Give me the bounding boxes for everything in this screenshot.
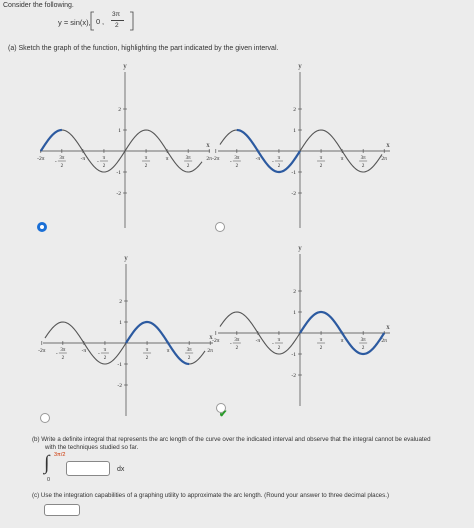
- differential-text: dx: [117, 466, 125, 473]
- x-tick-frac-num: 3π: [59, 156, 65, 161]
- x-tick-sign: -: [54, 159, 57, 165]
- part-a-prompt: (a) Sketch the graph of the function, highlighting the part indicated by the given interval.: [8, 45, 279, 52]
- y-tick-label: 2: [119, 299, 122, 305]
- x-tick-frac-den: 2: [361, 164, 365, 169]
- x-tick-frac-den: 2: [235, 164, 239, 169]
- x-tick-sign: -: [229, 341, 232, 347]
- x-tick-sign: -: [55, 351, 58, 357]
- x-tick-frac-den: 2: [145, 356, 149, 361]
- function-text: y = sin(x),: [58, 18, 91, 27]
- x-tick-frac-den: 2: [61, 356, 65, 361]
- x-axis-label: x: [386, 323, 390, 331]
- y-tick-label: 1: [293, 128, 296, 134]
- integrand-input[interactable]: [66, 461, 110, 476]
- x-tick-frac-den: 2: [60, 164, 64, 169]
- arc-length-answer-input[interactable]: [44, 504, 80, 516]
- x-axis-label: x: [206, 141, 210, 149]
- x-tick-frac-num: 3π: [185, 156, 191, 161]
- x-tick-frac-den: 2: [102, 164, 106, 169]
- y-tick-label: -2: [291, 191, 296, 197]
- integral-lower-limit: 0: [47, 477, 51, 483]
- x-tick-frac-num: π: [319, 156, 323, 161]
- x-tick-frac-den: 2: [277, 164, 281, 169]
- x-tick-label: -2π: [212, 156, 220, 162]
- x-tick-frac-num: π: [145, 348, 149, 353]
- x-tick-frac-num: π: [319, 338, 323, 343]
- x-tick-frac-den: 2: [277, 346, 281, 351]
- x-tick-label: -π: [81, 348, 87, 354]
- x-tick-frac-den: 2: [319, 164, 323, 169]
- x-tick-frac-den: 2: [235, 346, 239, 351]
- x-tick-frac-den: 2: [319, 346, 323, 351]
- part-b-prompt-line2: with the techniques studied so far.: [45, 444, 139, 451]
- intro-text: Consider the following.: [3, 2, 74, 9]
- x-tick-label: -2π: [37, 156, 45, 162]
- y-axis-label: y: [298, 62, 302, 70]
- x-tick-frac-den: 2: [144, 164, 148, 169]
- x-tick-frac-num: π: [277, 156, 281, 161]
- x-tick-frac-den: 2: [187, 356, 191, 361]
- x-tick-frac-num: 3π: [234, 338, 240, 343]
- graph-option-d: [212, 238, 395, 410]
- x-axis-label: x: [209, 333, 213, 341]
- x-tick-frac-num: 3π: [234, 156, 240, 161]
- x-tick-frac-num: π: [144, 156, 148, 161]
- y-tick-label: -1: [291, 170, 296, 176]
- x-tick-sign: -: [98, 351, 100, 357]
- y-tick-label: -2: [291, 373, 296, 379]
- interval-end-den: 2: [115, 22, 119, 29]
- highlighted-arc: [41, 130, 62, 151]
- radio-option-b[interactable]: [215, 222, 225, 232]
- radio-option-c[interactable]: [40, 413, 50, 423]
- part-b-prompt-line1: (b) Write a definite integral that represents the arc length of the curve over the indicated interval and observe that the integral cannot be evaluated: [32, 436, 431, 443]
- x-tick-frac-num: 3π: [186, 348, 192, 353]
- x-tick-label: π: [166, 348, 170, 354]
- y-tick-label: 2: [118, 107, 121, 113]
- correct-check-icon: ✔: [219, 409, 228, 420]
- y-tick-label: 2: [293, 107, 296, 113]
- y-tick-label: -1: [291, 352, 296, 358]
- x-tick-label: -2π: [212, 338, 220, 344]
- radio-option-a[interactable]: [37, 222, 47, 232]
- interval-end-num: 3π: [112, 11, 121, 18]
- y-tick-label: 2: [293, 289, 296, 295]
- y-axis-label: y: [298, 244, 302, 252]
- y-tick-label: -2: [117, 383, 122, 389]
- interval-frac-bar: [111, 20, 124, 21]
- y-tick-label: -1: [117, 362, 122, 368]
- x-axis-label: x: [386, 141, 390, 149]
- x-tick-frac-num: 3π: [360, 156, 366, 161]
- x-tick-label: π: [340, 156, 344, 162]
- y-tick-label: 1: [293, 310, 296, 316]
- interval-comma: ,: [102, 17, 105, 26]
- x-tick-label: π: [340, 338, 344, 344]
- graph-option-a: [35, 56, 215, 234]
- y-axis-label: y: [123, 62, 127, 70]
- x-tick-label: 2π: [381, 338, 387, 344]
- x-tick-frac-num: π: [102, 156, 106, 161]
- y-tick-label: -1: [116, 170, 121, 176]
- x-tick-sign: -: [272, 159, 274, 165]
- graph-option-c: [38, 248, 218, 420]
- interval-start: 0: [96, 17, 101, 26]
- x-tick-label: π: [165, 156, 169, 162]
- x-tick-label: 2π: [207, 348, 213, 354]
- y-tick-label: -2: [116, 191, 121, 197]
- integral-sign: ∫: [44, 452, 50, 474]
- x-tick-label: -2π: [38, 348, 46, 354]
- x-tick-sign: -: [272, 341, 274, 347]
- graph-option-b: [212, 56, 395, 234]
- x-tick-sign: -: [229, 159, 232, 165]
- x-tick-label: 2π: [381, 156, 387, 162]
- x-tick-frac-num: 3π: [360, 338, 366, 343]
- x-tick-frac-den: 2: [186, 164, 190, 169]
- x-tick-frac-den: 2: [361, 346, 365, 351]
- x-tick-label: 2π: [206, 156, 212, 162]
- x-tick-label: -π: [80, 156, 86, 162]
- x-tick-frac-num: π: [277, 338, 281, 343]
- y-tick-label: 1: [118, 128, 121, 134]
- y-axis-label: y: [124, 254, 128, 262]
- x-tick-frac-num: π: [103, 348, 107, 353]
- y-tick-label: 1: [119, 320, 122, 326]
- x-tick-sign: -: [97, 159, 99, 165]
- part-c-prompt: (c) Use the integration capabilities of a graphing utility to approximate the arc length. (Round your answer to three decimal places.): [32, 492, 389, 499]
- x-tick-label: -π: [255, 156, 261, 162]
- integral-upper-limit: 3π/2: [54, 452, 66, 458]
- x-tick-frac-den: 2: [103, 356, 107, 361]
- x-tick-frac-num: 3π: [60, 348, 66, 353]
- x-tick-label: -π: [255, 338, 261, 344]
